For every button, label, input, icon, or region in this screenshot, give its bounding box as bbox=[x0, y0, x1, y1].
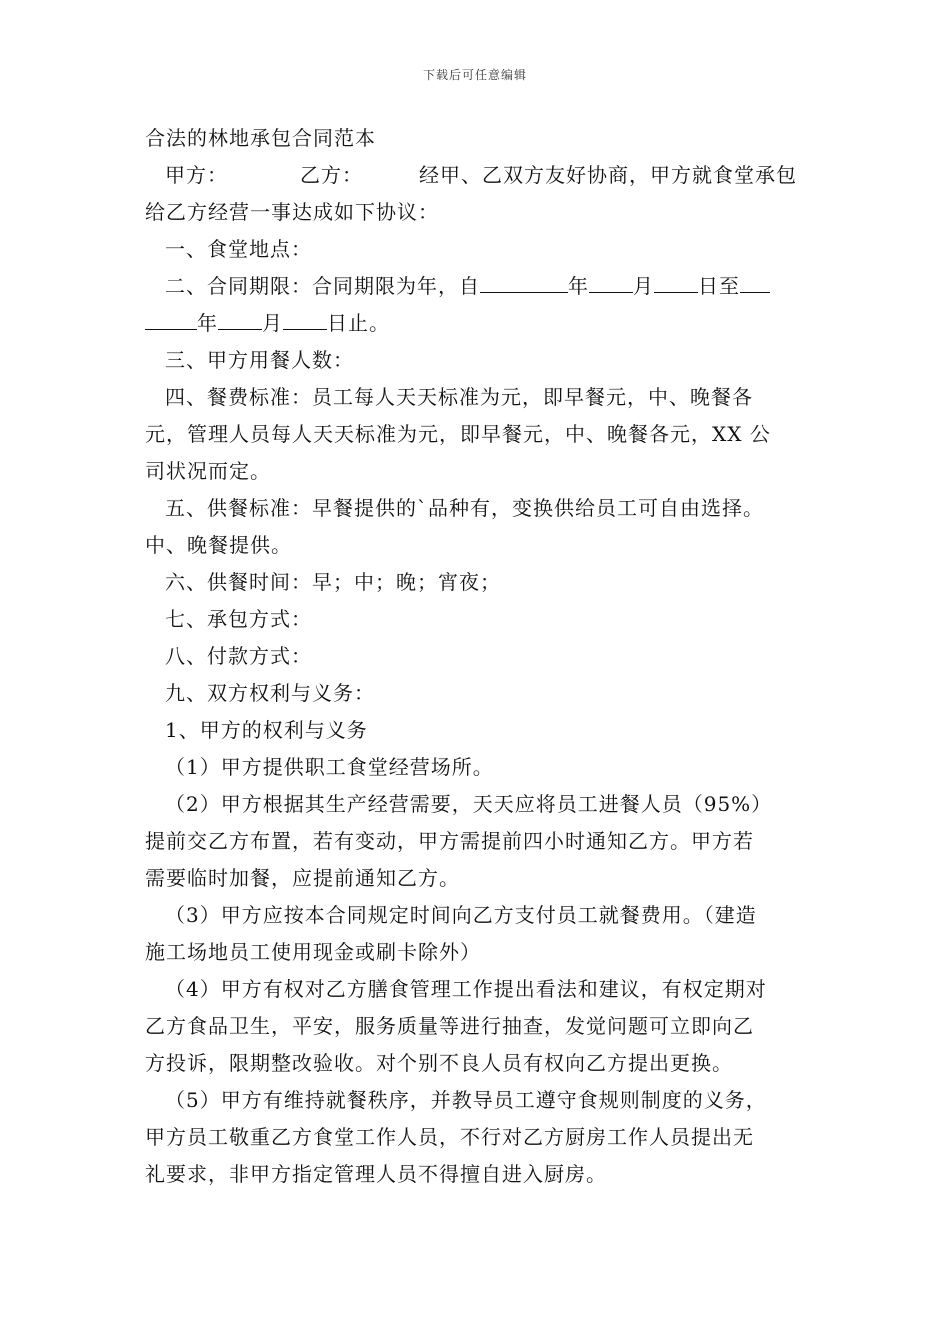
blank-end-month bbox=[218, 307, 262, 330]
clause-6: 六、供餐时间：早；中；晚；宵夜； bbox=[165, 570, 501, 594]
paragraph-1: （1）甲方提供职工食堂经营场所。 bbox=[165, 755, 494, 779]
party-b-label: 乙方： bbox=[300, 163, 363, 187]
label-end-month: 月 bbox=[262, 311, 283, 335]
clause-2-line-1 bbox=[145, 268, 810, 305]
label-end-year: 年 bbox=[197, 311, 218, 335]
blank-end-day bbox=[283, 307, 327, 330]
clause-4-line-1: 四、餐费标准：员工每人天天标准为元，即早餐元，中、晚餐各 bbox=[165, 385, 753, 409]
clause-5-line-2: 中、晚餐提供。 bbox=[145, 533, 292, 557]
paragraph-5-line-3: 礼要求，非甲方指定管理人员不得擅自进入厨房。 bbox=[145, 1162, 607, 1186]
document-body bbox=[145, 120, 810, 1193]
clause-7: 七、承包方式： bbox=[165, 607, 312, 631]
document-title: 合法的林地承包合同范本 bbox=[145, 126, 376, 150]
party-a-label: 甲方： bbox=[165, 163, 228, 187]
label-day-to: 日至 bbox=[698, 274, 740, 298]
label-end-day: 日止。 bbox=[327, 311, 390, 335]
subsection-1: 1、甲方的权利与义务 bbox=[165, 718, 368, 742]
page-header: 下载后可任意编辑 bbox=[422, 68, 527, 82]
clause-1: 一、食堂地点： bbox=[165, 237, 312, 261]
clause-2-text: 二、合同期限：合同期限为年，自 bbox=[165, 274, 480, 298]
paragraph-3-line-2: 施工场地员工使用现金或刷卡除外） bbox=[145, 940, 481, 964]
intro-line-2: 给乙方经营一事达成如下协议： bbox=[145, 200, 439, 224]
blank-start-month bbox=[589, 270, 633, 293]
paragraph-2-line-1: （2）甲方根据其生产经营需要，天天应将员工进餐人员（95%） bbox=[165, 792, 773, 816]
clause-4-line-2: 元，管理人员每人天天标准为元，即早餐元，中、晚餐各元，XX 公 bbox=[145, 422, 771, 446]
label-year: 年 bbox=[568, 274, 589, 298]
intro-text-1: 经甲、乙双方友好协商，甲方就食堂承包 bbox=[419, 163, 797, 187]
clause-2-line-2 bbox=[145, 305, 810, 342]
clause-5-line-1: 五、供餐标准：早餐提供的`品种有，变换供给员工可自由选择。 bbox=[165, 496, 764, 520]
paragraph-5-line-2: 甲方员工敬重乙方食堂工作人员，不行对乙方厨房工作人员提出无 bbox=[145, 1125, 754, 1149]
paragraph-4-line-1: （4）甲方有权对乙方膳食管理工作提出看法和建议，有权定期对 bbox=[165, 977, 767, 1001]
clause-4-line-3: 司状况而定。 bbox=[145, 459, 271, 483]
paragraph-2-line-3: 需要临时加餐，应提前通知乙方。 bbox=[145, 866, 460, 890]
clause-3: 三、甲方用餐人数： bbox=[165, 348, 354, 372]
blank-start-day bbox=[654, 270, 698, 293]
paragraph-4-line-2: 乙方食品卫生，平安，服务质量等进行抽查，发觉问题可立即向乙 bbox=[145, 1014, 754, 1038]
paragraph-3-line-1: （3）甲方应按本合同规定时间向乙方支付员工就餐费用。（建造 bbox=[165, 903, 757, 927]
clause-8: 八、付款方式： bbox=[165, 644, 312, 668]
clause-9: 九、双方权利与义务： bbox=[165, 681, 375, 705]
blank-start-year bbox=[480, 270, 568, 293]
paragraph-4-line-3: 方投诉，限期整改验收。对个别不良人员有权向乙方提出更换。 bbox=[145, 1051, 733, 1075]
label-month: 月 bbox=[633, 274, 654, 298]
intro-line-1 bbox=[145, 157, 810, 194]
paragraph-2-line-2: 提前交乙方布置，若有变动，甲方需提前四小时通知乙方。甲方若 bbox=[145, 829, 754, 853]
paragraph-5-line-1: （5）甲方有维持就餐秩序，并教导员工遵守食规则制度的义务， bbox=[165, 1088, 767, 1112]
blank-end-year-part-2 bbox=[145, 307, 197, 330]
blank-end-year-part-1 bbox=[740, 270, 770, 293]
